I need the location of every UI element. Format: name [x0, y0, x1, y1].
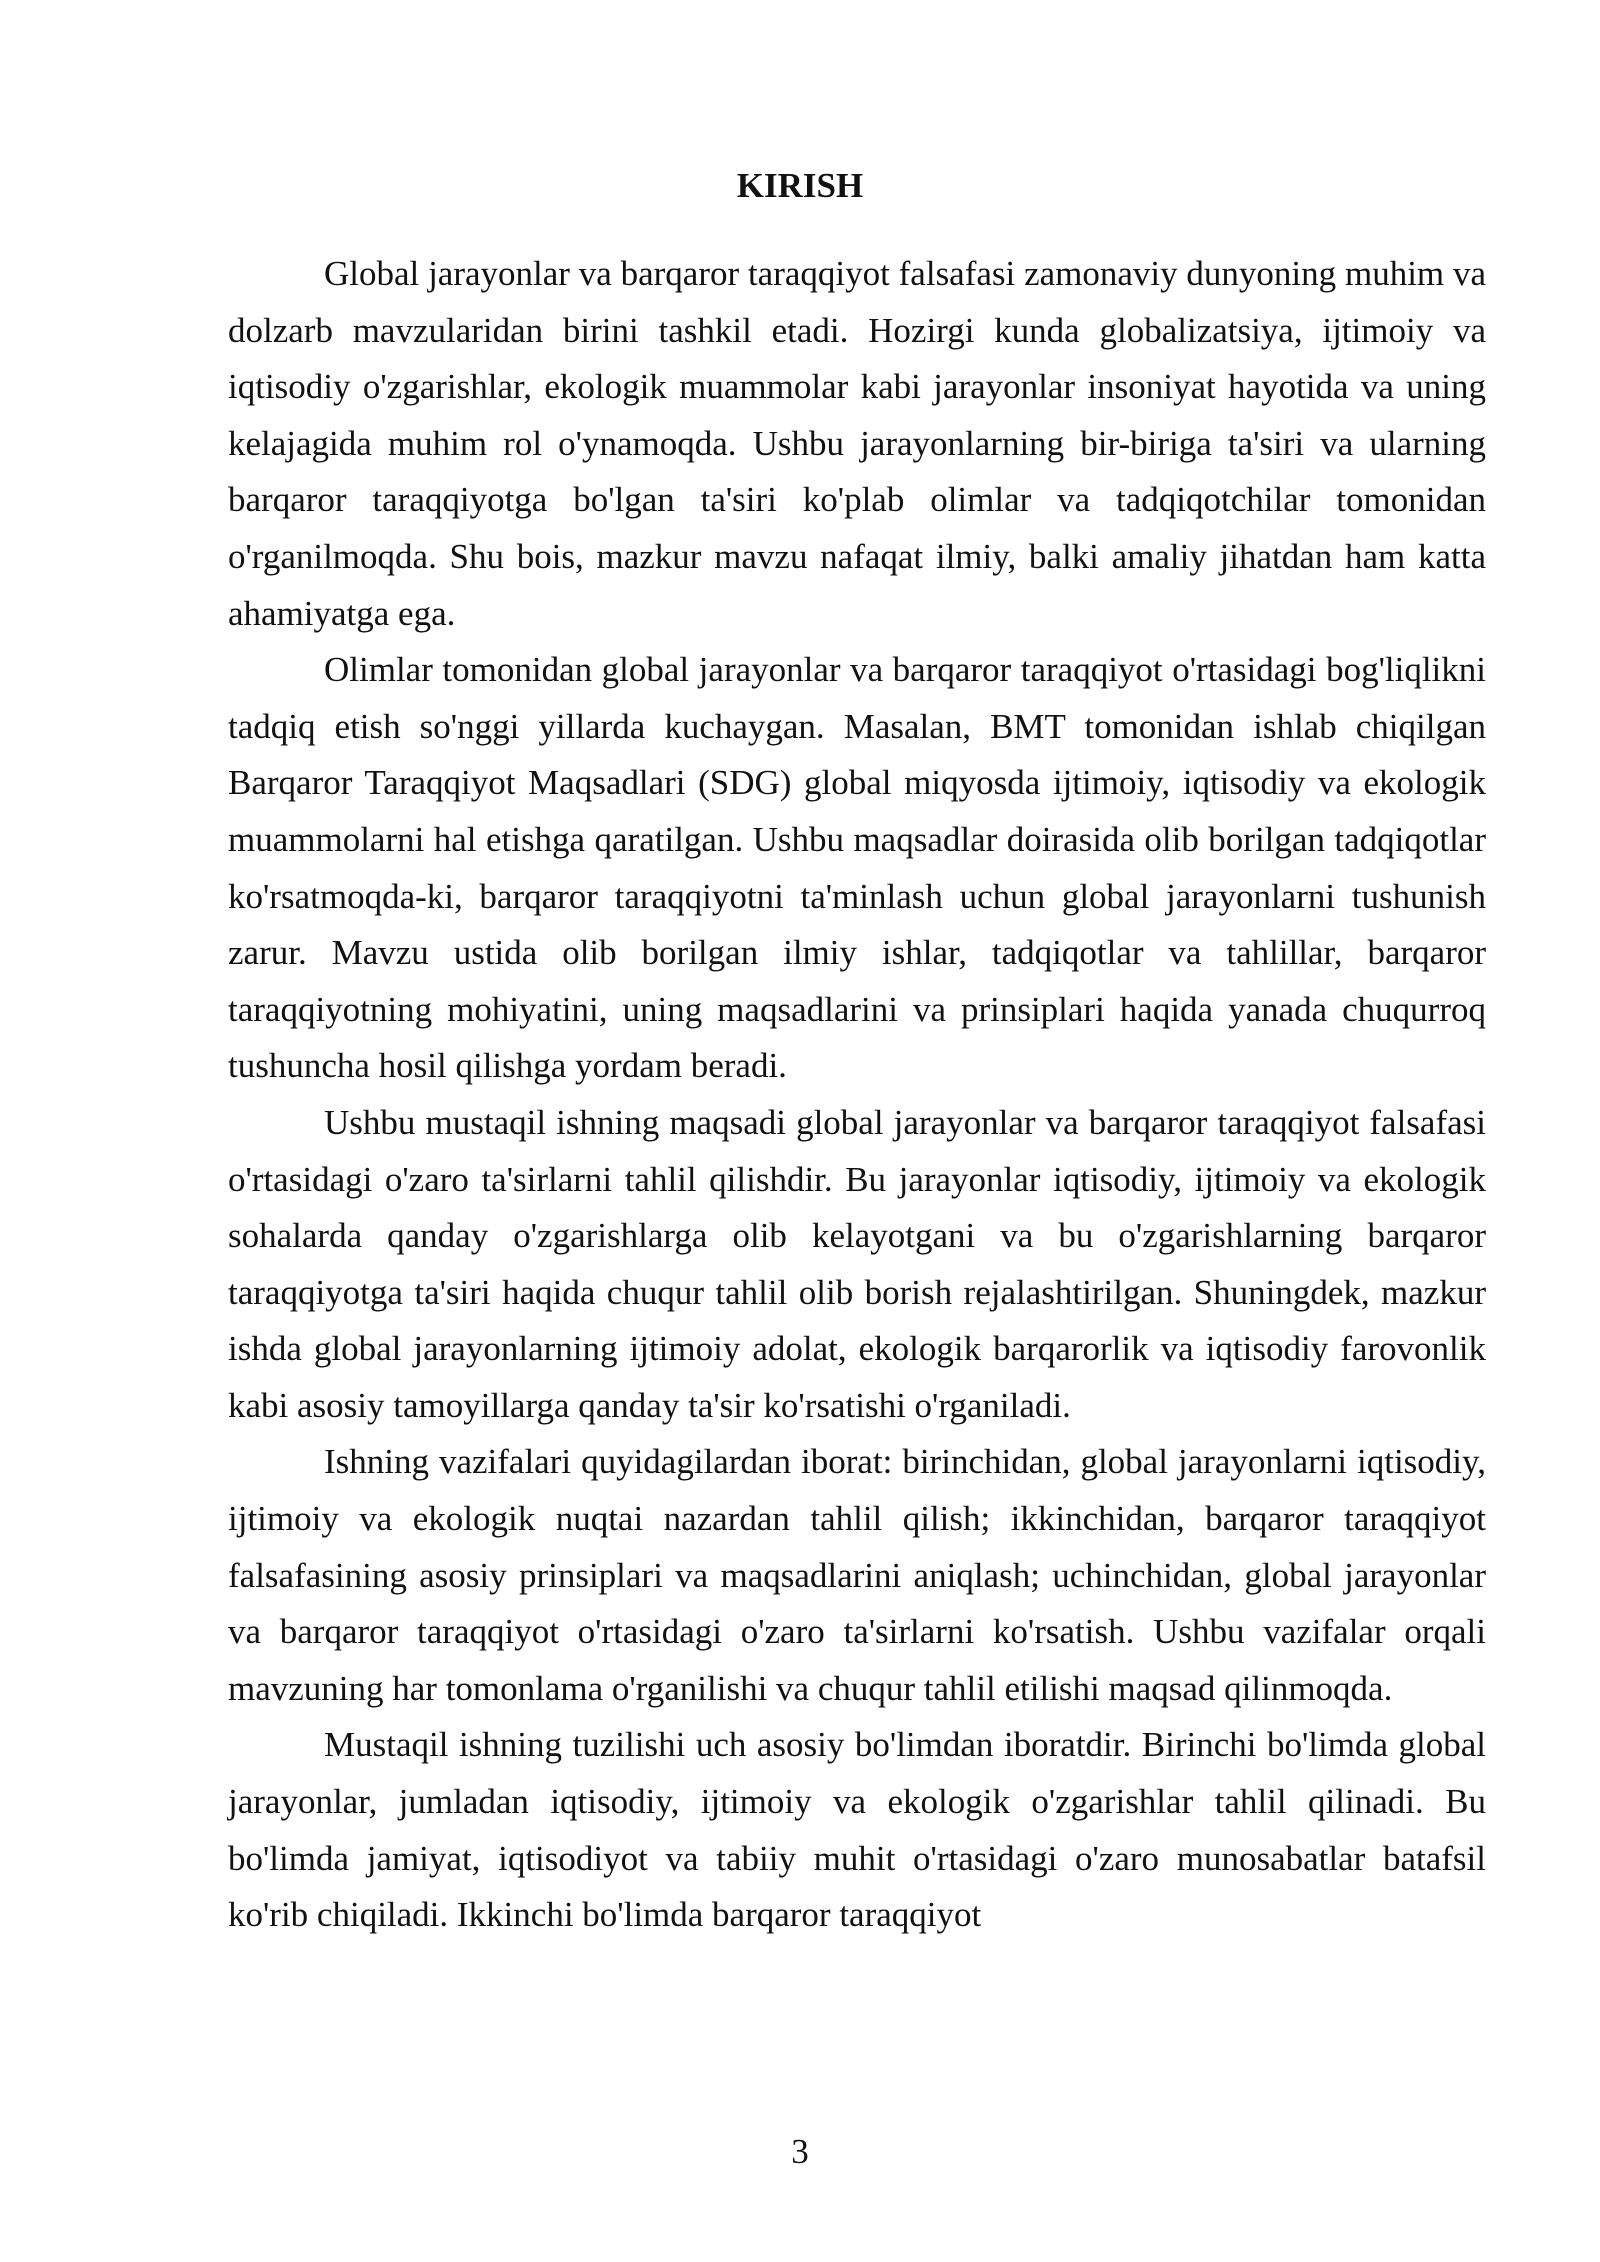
paragraph-5: Mustaqil ishning tuzilishi uch asosiy bo'limdan iboratdir. Birinchi bo'limda global jarayonlar, jumladan iqtisodiy, ijtimoiy va ekologik o'zgarishlar tahlil qilinadi. Bu bo'limda jamiyat, iqtisodiyot va tabiiy muhit o'rtasidagi o'zaro munosabatlar batafsil ko'rib chiqiladi. Ikkinchi bo'limda barqaror taraqqiyot: [228, 1725, 1486, 1935]
paragraph-1: Global jarayonlar va barqaror taraqqiyot falsafasi zamonaviy dunyoning muhim va dolzarb mavzularidan birini tashkil etadi. Hozirgi kunda globalizatsiya, ijtimoiy va iqtisodiy o'zgarishlar, ekologik muammolar kabi jarayonlar insoniyat hayotida va uning kelajagida muhim rol o'ynamoqda. Ushbu jarayonlarning bir-biriga ta'siri va ularning barqaror taraqqiyotga bo'lgan ta'siri ko'plab olimlar va tadqiqotchilar tomonidan o'rganilmoqda. Shu bois, mazkur mavzu nafaqat ilmiy, balki amaliy jihatdan ham katta ahamiyatga ega.: [228, 254, 1486, 633]
paragraph-2: Olimlar tomonidan global jarayonlar va barqaror taraqqiyot o'rtasidagi bog'liqlikni tadqiq etish so'nggi yillarda kuchaygan. Masalan, BMT tomonidan ishlab chiqilgan Barqaror Taraqqiyot Maqsadlari (SDG) global miqyosda ijtimoiy, iqtisodiy va ekologik muammolarni hal etishga qaratilgan. Ushbu maqsadlar doirasida olib borilgan tadqiqotlar ko'rsatmoqda-ki, barqaror taraqqiyotni ta'minlash uchun global jarayonlarni tushunish zarur. Mavzu ustida olib borilgan ilmiy ishlar, tadqiqotlar va tahlillar, barqaror taraqqiyotning mohiyatini, uning maqsadlarini va prinsiplari haqida yanada chuqurroq tushuncha hosil qilishga yordam beradi.: [228, 650, 1486, 1086]
paragraph-4: Ishning vazifalari quyidagilardan iborat: birinchidan, global jarayonlarni iqtisodiy, ijtimoiy va ekologik nuqtai nazardan tahlil qilish; ikkinchidan, barqaror taraqqiyot falsafasining asosiy prinsiplari va maqsadlarini aniqlash; uchinchidan, global jarayonlar va barqaror taraqqiyot o'rtasidagi o'zaro ta'sirlarni ko'rsatish. Ushbu vazifalar orqali mavzuning har tomonlama o'rganilishi va chuqur tahlil etilishi maqsad qilinmoqda.: [228, 1442, 1486, 1708]
paragraph-3: Ushbu mustaqil ishning maqsadi global jarayonlar va barqaror taraqqiyot falsafasi o'rtasidagi o'zaro ta'sirlarni tahlil qilishdir. Bu jarayonlar iqtisodiy, ijtimoiy va ekologik sohalarda qanday o'zgarishlarga olib kelayotgani va bu o'zgarishlarning barqaror taraqqiyotga ta'siri haqida chuqur tahlil olib borish rejalashtirilgan. Shuningdek, mazkur ishda global jarayonlarning ijtimoiy adolat, ekologik barqarorlik va iqtisodiy farovonlik kabi asosiy tamoyillarga qanday ta'sir ko'rsatishi o'rganiladi.: [228, 1102, 1486, 1425]
page-title: KIRISH: [736, 166, 864, 205]
body-text: [228, 246, 1486, 1944]
page-number: 3: [791, 2132, 809, 2171]
